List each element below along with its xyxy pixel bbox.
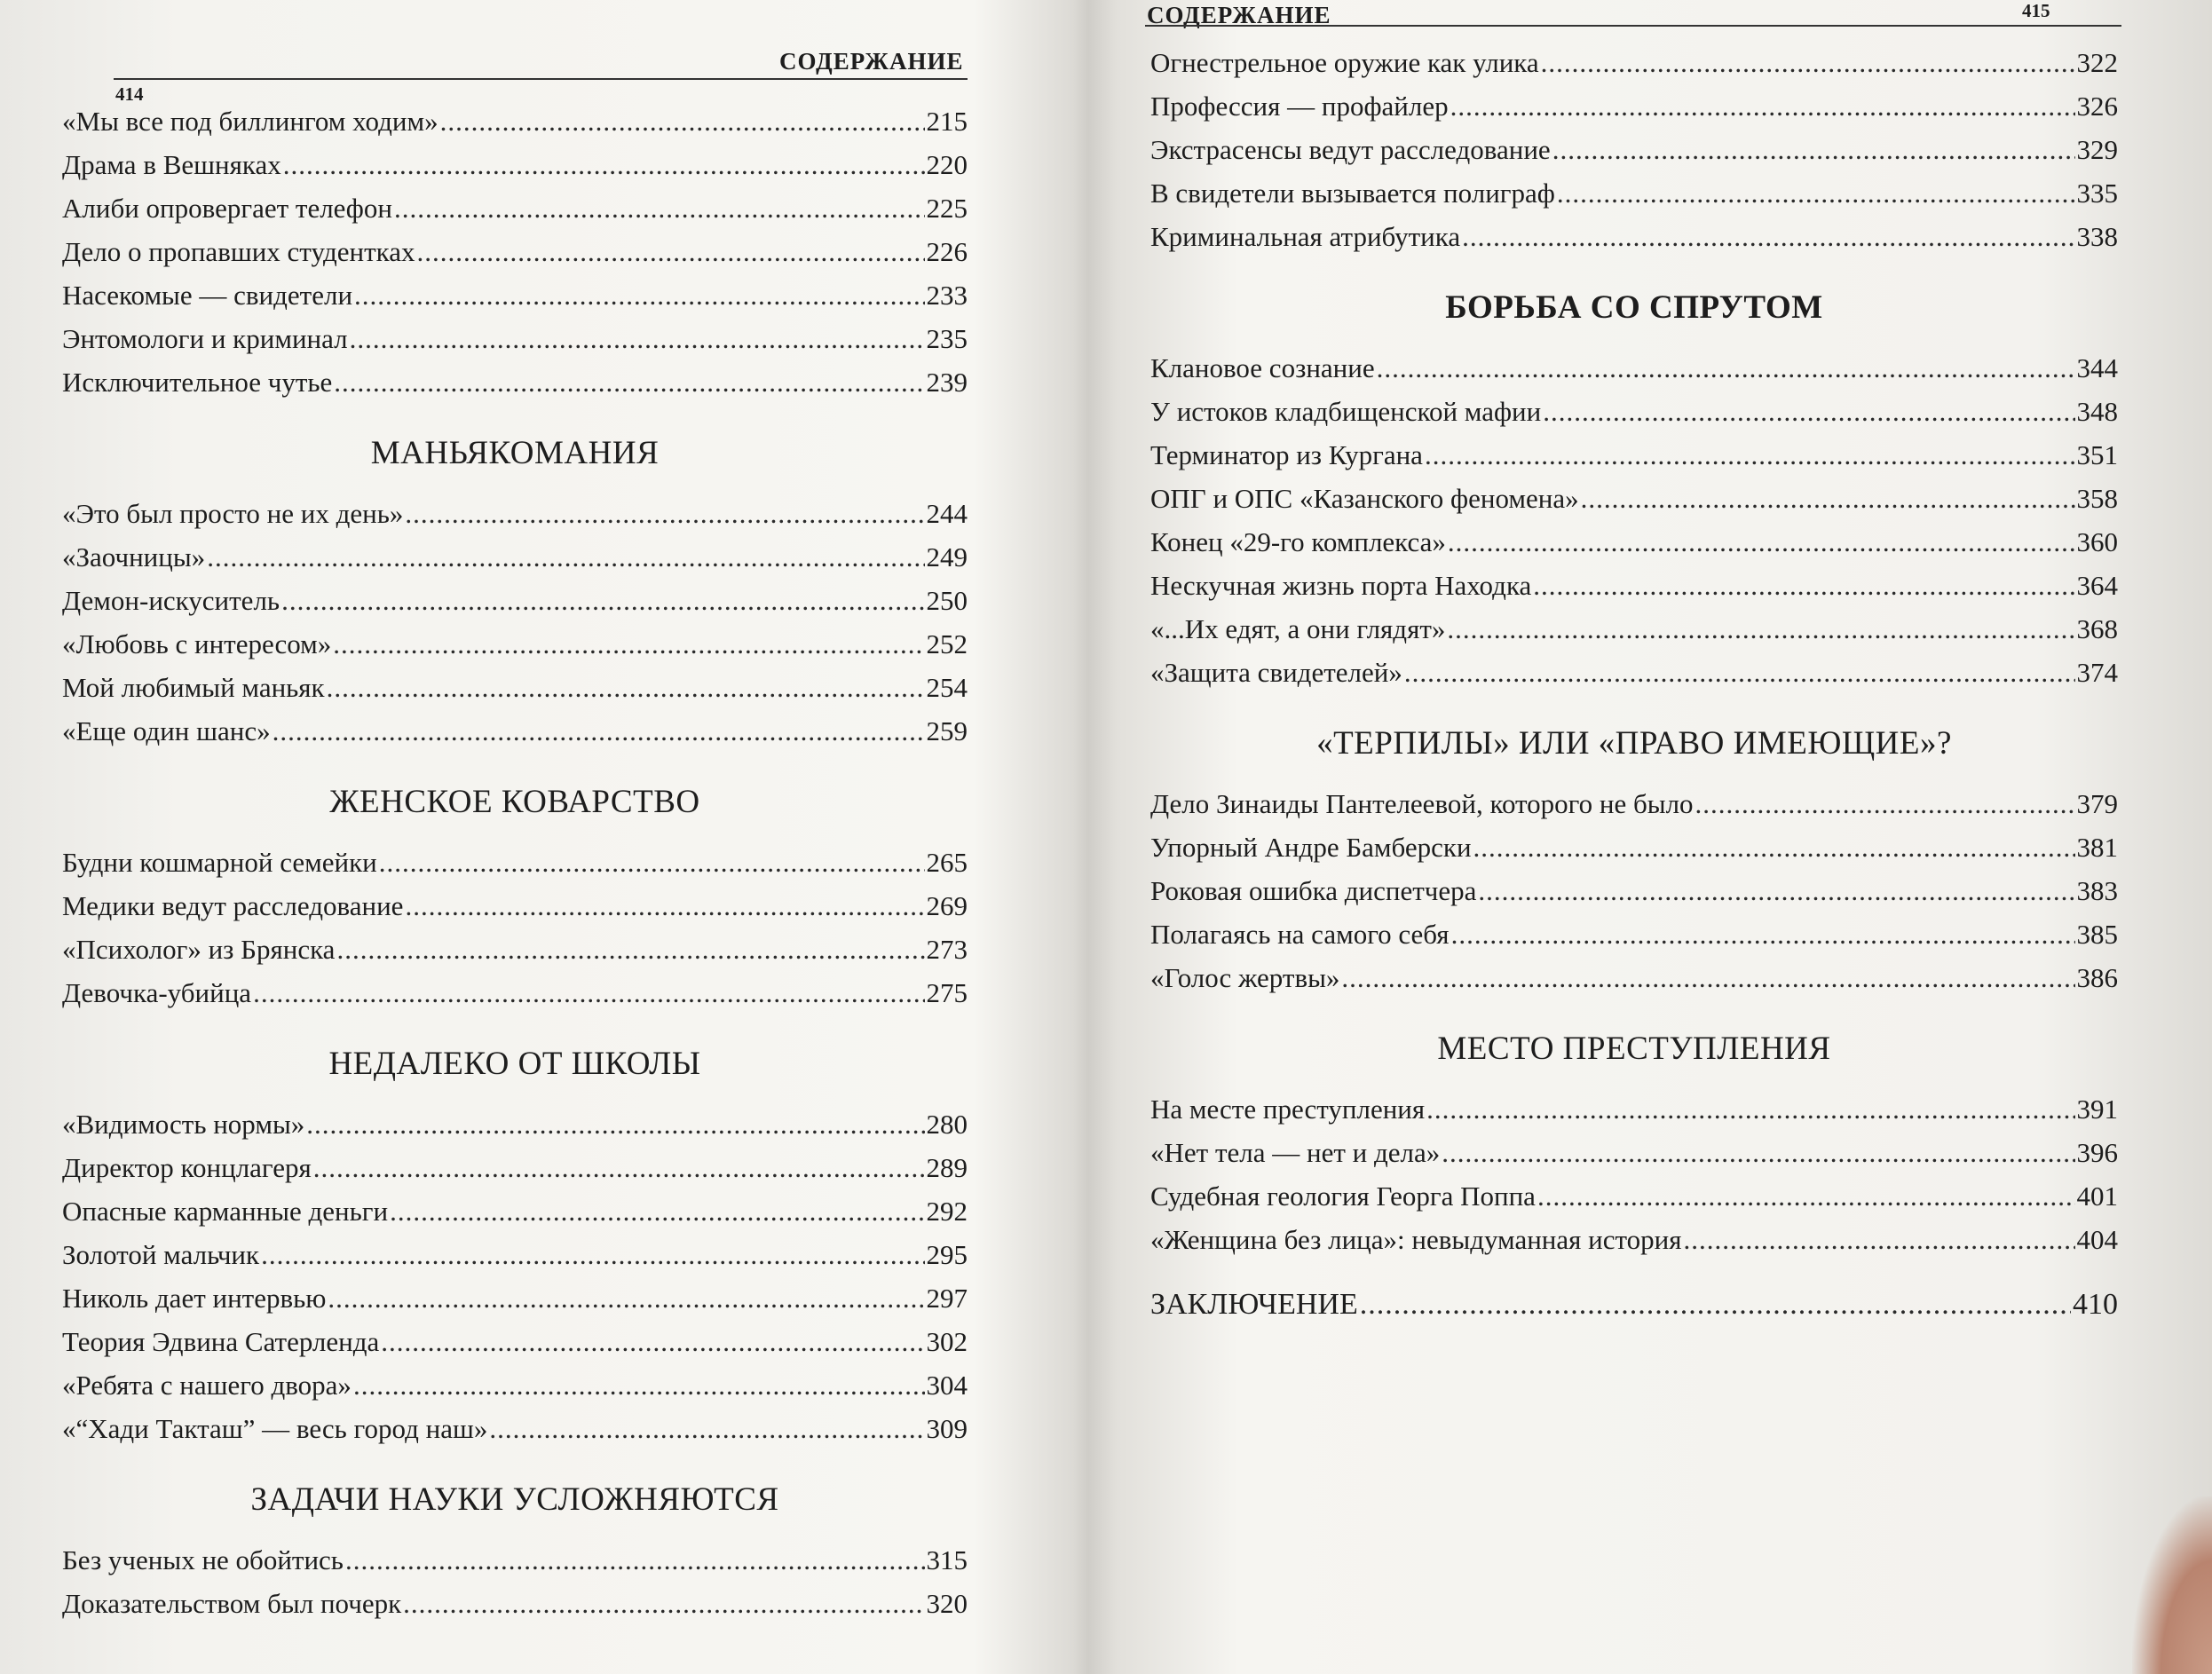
entry-title: Нескучная жизнь порта Находка [1150, 570, 1532, 601]
toc-entry [62, 535, 968, 579]
toc-right [1150, 41, 2118, 1326]
dot-leader [390, 1189, 924, 1233]
entry-title: Дело о пропавших студентках [62, 236, 415, 267]
dot-leader [1543, 390, 2074, 433]
entry-title: Без ученых не обойтись [62, 1544, 344, 1575]
dot-leader [1478, 869, 2074, 912]
dot-leader [405, 492, 924, 535]
entry-page: 360 [2076, 526, 2118, 557]
entry-title: Драма в Вешняках [62, 149, 281, 180]
entry-title: Судебная геология Георга Поппа [1150, 1180, 1536, 1212]
dot-leader [1541, 41, 2075, 84]
toc-section [62, 1045, 968, 1450]
toc-entry [62, 1189, 968, 1233]
entry-title: У истоков кладбищенской мафии [1150, 396, 1542, 427]
entry-page: 368 [2076, 613, 2118, 644]
entry-title: «“Хади Такташ” — весь город наш» [62, 1413, 488, 1444]
dot-leader [1462, 215, 2074, 258]
entry-page: 275 [926, 977, 968, 1008]
dot-leader [379, 841, 925, 884]
section-heading: ЗАДАЧИ НАУКИ УСЛОЖНЯЮТСЯ [250, 1481, 779, 1518]
toc-entry [1150, 1087, 2118, 1131]
dot-leader [327, 666, 925, 709]
dot-leader [1451, 912, 2075, 956]
entry-title: Роковая ошибка диспетчера [1150, 875, 1477, 906]
entry-title: Будни кошмарной семейки [62, 847, 377, 878]
toc-entry-conclusion [1150, 1283, 2118, 1326]
toc-entry [62, 1582, 968, 1625]
dot-leader [353, 1363, 925, 1407]
dot-leader [328, 1276, 924, 1320]
toc-entry [62, 1320, 968, 1363]
entry-title: «Ребята с нашего двора» [62, 1370, 352, 1401]
entry-title: Конец «29-го комплекса» [1150, 526, 1446, 557]
dot-leader [1537, 1174, 2075, 1218]
toc-left [62, 99, 968, 1625]
dot-leader [207, 535, 924, 579]
dot-leader [1425, 433, 2075, 477]
entry-page: 280 [926, 1109, 968, 1140]
toc-entry [1150, 564, 2118, 607]
entry-page: 374 [2076, 657, 2118, 688]
toc-entry [62, 1363, 968, 1407]
entry-page: 386 [2076, 962, 2118, 993]
entry-page: 315 [926, 1544, 968, 1575]
toc-entry [62, 666, 968, 709]
entry-page: 226 [926, 236, 968, 267]
entry-title: Огнестрельное оружие как улика [1150, 47, 1539, 78]
dot-leader [1533, 564, 2074, 607]
toc-section [1150, 724, 2118, 999]
toc-entry [62, 230, 968, 273]
entry-page: 383 [2076, 875, 2118, 906]
entry-title: Упорный Андре Бамберски [1150, 832, 1472, 863]
toc-section [1150, 1283, 2118, 1326]
dot-leader [1448, 520, 2075, 564]
entry-title: В свидетели вызывается полиграф [1150, 178, 1555, 209]
entry-page: 326 [2076, 91, 2118, 122]
dot-leader [1552, 128, 2075, 171]
toc-entry [1150, 1131, 2118, 1174]
toc-entry [1150, 215, 2118, 258]
dot-leader [283, 143, 925, 186]
toc-entry [62, 1146, 968, 1189]
entry-page: 289 [926, 1152, 968, 1183]
entry-page: 225 [926, 193, 968, 224]
entry-page: 404 [2076, 1224, 2118, 1255]
dot-leader [273, 709, 925, 753]
toc-entry [1150, 128, 2118, 171]
toc-entry [62, 1233, 968, 1276]
entry-page: 273 [926, 934, 968, 965]
section-heading: МАНЬЯКОМАНИЯ [370, 435, 660, 471]
entry-title: Насекомые — свидетели [62, 280, 353, 311]
left-page [0, 0, 1065, 1674]
toc-entry [62, 1102, 968, 1146]
entry-page: 338 [2076, 221, 2118, 252]
entry-page: 233 [926, 280, 968, 311]
section-heading: МЕСТО ПРЕСТУПЛЕНИЯ [1437, 1030, 1831, 1067]
entry-title: ОПГ и ОПС «Казанского феномена» [1150, 483, 1579, 514]
toc-entry [62, 492, 968, 535]
toc-entry [1150, 171, 2118, 215]
toc-entry [62, 1538, 968, 1582]
entry-title: Полагаясь на самого себя [1150, 919, 1450, 950]
entry-page: 235 [926, 323, 968, 354]
dot-leader [1341, 956, 2074, 999]
entry-title: Николь дает интервью [62, 1283, 327, 1314]
entry-page: 410 [2073, 1288, 2118, 1321]
entry-page: 335 [2076, 178, 2118, 209]
toc-section [1150, 41, 2118, 258]
dot-leader [336, 928, 924, 971]
dot-leader [1377, 346, 2075, 390]
section-heading: «ТЕРПИЛЫ» ИЛИ «ПРАВО ИМЕЮЩИЕ»? [1316, 725, 1952, 762]
entry-title: На месте преступления [1150, 1094, 1426, 1125]
entry-page: 249 [926, 541, 968, 572]
entry-page: 295 [926, 1239, 968, 1270]
running-head: СОДЕРЖАНИЕ [1147, 2, 1331, 28]
toc-section [1150, 1030, 2118, 1261]
section-heading: НЕДАЛЕКО ОТ ШКОЛЫ [328, 1046, 701, 1082]
toc-entry [62, 709, 968, 753]
toc-entry [62, 884, 968, 928]
entry-page: 329 [2076, 134, 2118, 165]
dot-leader [306, 1102, 924, 1146]
entry-title: «Голос жертвы» [1150, 962, 1340, 993]
entry-title: «Видимость нормы» [62, 1109, 305, 1140]
entry-title: Алиби опровергает телефон [62, 193, 392, 224]
dot-leader [1581, 477, 2075, 520]
entry-title: Исключительное чутье [62, 367, 333, 398]
dot-leader [313, 1146, 925, 1189]
entry-title: «Заочницы» [62, 541, 206, 572]
toc-entry [62, 186, 968, 230]
toc-section [62, 1481, 968, 1625]
entry-page: 304 [926, 1370, 968, 1401]
entry-title: Опасные карманные деньги [62, 1196, 389, 1227]
entry-page: 302 [926, 1326, 968, 1357]
entry-page: 364 [2076, 570, 2118, 601]
entry-page: 322 [2076, 47, 2118, 78]
entry-page: 250 [926, 585, 968, 616]
entry-title: «Еще один шанс» [62, 715, 271, 746]
toc-entry [62, 841, 968, 884]
toc-entry [62, 360, 968, 404]
toc-entry [62, 579, 968, 622]
entry-title: «Любовь с интересом» [62, 628, 332, 659]
entry-title: Мой любимый маньяк [62, 672, 325, 703]
toc-entry [62, 622, 968, 666]
section-heading: БОРЬБА СО СПРУТОМ [1445, 289, 1823, 326]
dot-leader [1442, 1131, 2074, 1174]
entry-page: 269 [926, 890, 968, 921]
entry-page: 396 [2076, 1137, 2118, 1168]
toc-entry [1150, 477, 2118, 520]
entry-page: 292 [926, 1196, 968, 1227]
finger-edge [2132, 1496, 2212, 1674]
dot-leader [1473, 825, 2075, 869]
entry-title: «Это был просто не их день» [62, 498, 404, 529]
entry-page: 401 [2076, 1180, 2118, 1212]
entry-title: «Женщина без лица»: невыдуманная история [1150, 1224, 1682, 1255]
toc-entry [1150, 782, 2118, 825]
toc-entry [1150, 346, 2118, 390]
entry-page: 348 [2076, 396, 2118, 427]
entry-title: ЗАКЛЮЧЕНИЕ [1150, 1288, 1358, 1321]
dot-leader [1450, 84, 2075, 128]
dot-leader [1695, 782, 2075, 825]
toc-entry [1150, 520, 2118, 564]
toc-entry [62, 317, 968, 360]
dot-leader [345, 1538, 925, 1582]
toc-section [1150, 288, 2118, 694]
toc-section [62, 99, 968, 404]
dot-leader [440, 99, 925, 143]
entry-page: 254 [926, 672, 968, 703]
entry-page: 259 [926, 715, 968, 746]
toc-entry [1150, 41, 2118, 84]
toc-entry [1150, 912, 2118, 956]
entry-page: 351 [2076, 439, 2118, 470]
toc-section [62, 434, 968, 753]
toc-entry [1150, 651, 2118, 694]
toc-entry [1150, 1218, 2118, 1261]
dot-leader [394, 186, 925, 230]
page-number: 415 [2022, 0, 2050, 21]
header-rule [114, 78, 968, 80]
entry-page: 344 [2076, 352, 2118, 383]
entry-page: 265 [926, 847, 968, 878]
running-head: СОДЕРЖАНИЕ [779, 48, 964, 75]
dot-leader [405, 884, 924, 928]
dot-leader [1426, 1087, 2074, 1131]
toc-entry [1150, 390, 2118, 433]
toc-section [62, 783, 968, 1015]
entry-page: 252 [926, 628, 968, 659]
entry-title: Теория Эдвина Сатерленда [62, 1326, 380, 1357]
dot-leader [1684, 1218, 2075, 1261]
dot-leader [333, 622, 924, 666]
dot-leader [403, 1582, 924, 1625]
entry-page: 244 [926, 498, 968, 529]
entry-page: 385 [2076, 919, 2118, 950]
toc-entry [1150, 825, 2118, 869]
entry-title: «Мы все под биллингом ходим» [62, 106, 438, 137]
entry-title: Директор концлагеря [62, 1152, 312, 1183]
toc-entry [62, 928, 968, 971]
toc-entry [62, 971, 968, 1015]
dot-leader [1557, 171, 2075, 215]
entry-page: 358 [2076, 483, 2118, 514]
entry-title: Экстрасенсы ведут расследование [1150, 134, 1551, 165]
header-rule [1145, 25, 2121, 27]
entry-title: Терминатор из Кургана [1150, 439, 1423, 470]
toc-entry [1150, 84, 2118, 128]
entry-title: Золотой мальчик [62, 1239, 260, 1270]
dot-leader [261, 1233, 924, 1276]
entry-page: 320 [926, 1588, 968, 1619]
entry-title: Доказательством был почерк [62, 1588, 402, 1619]
toc-entry [62, 99, 968, 143]
dot-leader [1404, 651, 2075, 694]
toc-entry [62, 273, 968, 317]
toc-entry [62, 1407, 968, 1450]
dot-leader [350, 317, 925, 360]
entry-title: Криминальная атрибутика [1150, 221, 1461, 252]
entry-title: Клановое сознание [1150, 352, 1375, 383]
dot-leader [334, 360, 924, 404]
entry-title: Девочка-убийца [62, 977, 252, 1008]
entry-page: 239 [926, 367, 968, 398]
entry-title: Медики ведут расследование [62, 890, 404, 921]
entry-page: 379 [2076, 788, 2118, 819]
entry-title: «Нет тела — нет и дела» [1150, 1137, 1441, 1168]
entry-page: 220 [926, 149, 968, 180]
entry-title: «Защита свидетелей» [1150, 657, 1402, 688]
entry-page: 391 [2076, 1094, 2118, 1125]
dot-leader [381, 1320, 924, 1363]
entry-page: 215 [926, 106, 968, 137]
toc-entry [1150, 956, 2118, 999]
entry-title: Профессия — профайлер [1150, 91, 1449, 122]
section-heading: ЖЕНСКОЕ КОВАРСТВО [329, 784, 700, 820]
dot-leader [417, 230, 925, 273]
toc-entry [62, 1276, 968, 1320]
dot-leader [1360, 1283, 2071, 1326]
right-page [1092, 0, 2212, 1674]
page-number: 414 [115, 83, 144, 105]
entry-title: Демон-искуситель [62, 585, 280, 616]
toc-entry [1150, 607, 2118, 651]
dot-leader [489, 1407, 924, 1450]
entry-page: 297 [926, 1283, 968, 1314]
entry-title: «...Их едят, а они глядят» [1150, 613, 1446, 644]
entry-page: 381 [2076, 832, 2118, 863]
entry-page: 309 [926, 1413, 968, 1444]
toc-entry [1150, 1174, 2118, 1218]
entry-title: Энтомологи и криминал [62, 323, 348, 354]
dot-leader [281, 579, 924, 622]
dot-leader [354, 273, 924, 317]
toc-entry [62, 143, 968, 186]
toc-entry [1150, 869, 2118, 912]
dot-leader [1447, 607, 2074, 651]
entry-title: «Психолог» из Брянска [62, 934, 336, 965]
toc-entry [1150, 433, 2118, 477]
dot-leader [253, 971, 924, 1015]
entry-title: Дело Зинаиды Пантелеевой, которого не было [1150, 788, 1694, 819]
